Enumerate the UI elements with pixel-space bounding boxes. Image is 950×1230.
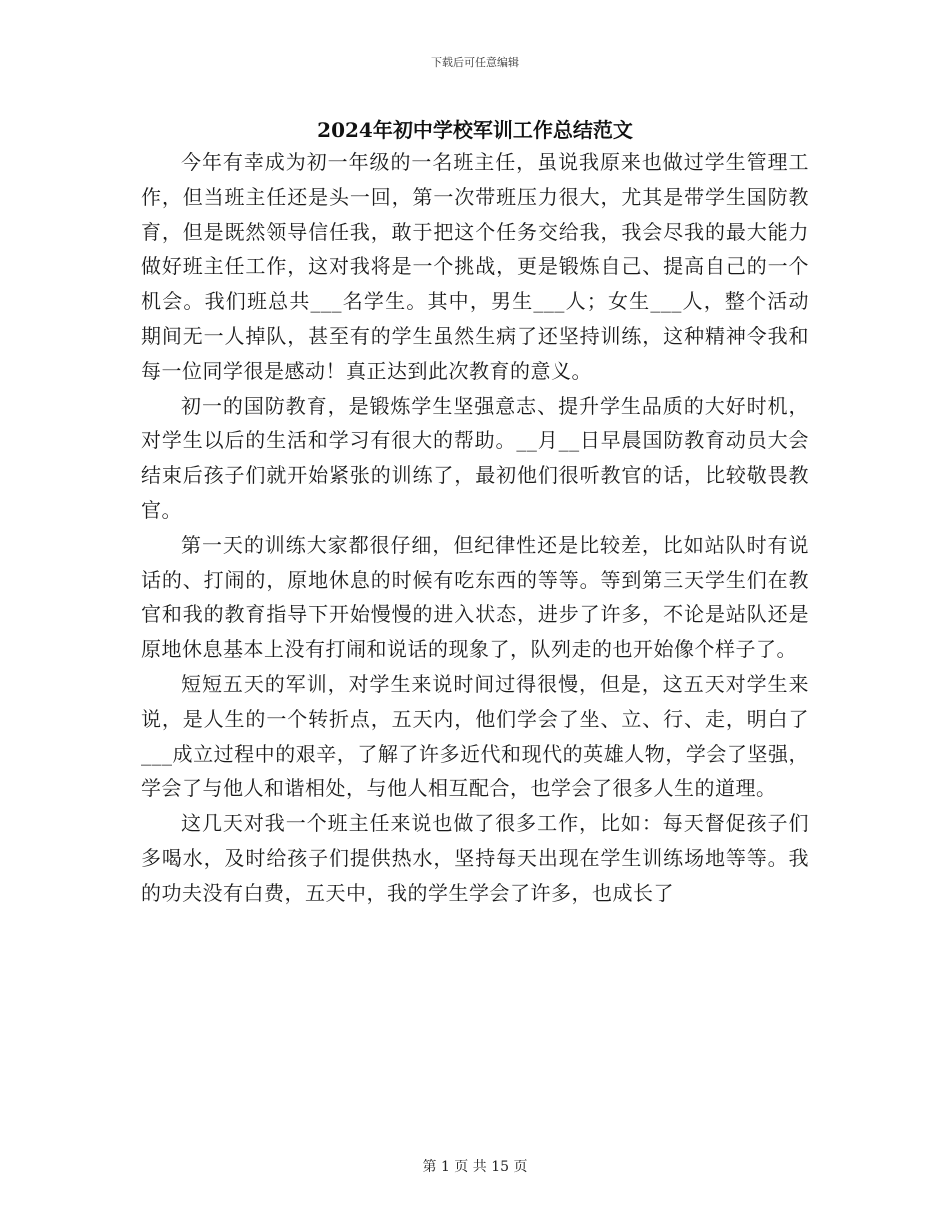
document-title: 2024年初中学校军训工作总结范文 bbox=[317, 118, 633, 142]
paragraph: 这几天对我一个班主任来说也做了很多工作，比如：每天督促孩子们多喝水，及时给孩子们提供热水，坚持每天出现在学生训练场地等等。我的功夫没有白费，五天中，我的学生学会了许多，也成长了 bbox=[141, 811, 809, 905]
paragraph: 初一的国防教育，是锻炼学生坚强意志、提升学生品质的大好时机，对学生以后的生活和学习有很大的帮助。__月__日早晨国防教育动员大会结束后孩子们就开始紧张的训练了，最初他们很听教官的话，比较敬畏教官。 bbox=[141, 393, 809, 522]
paragraph: 短短五天的军训，对学生来说时间过得很慢，但是，这五天对学生来说，是人生的一个转折点，五天内，他们学会了坐、立、行、走，明白了___成立过程中的艰辛，了解了许多近代和现代的英雄人物，学会了坚强，学会了与他人和谐相处，与他人相互配合，也学会了很多人生的道理。 bbox=[141, 671, 809, 801]
paragraph: 第一天的训练大家都很仔细，但纪律性还是比较差，比如站队时有说话的、打闹的，原地休息的时候有吃东西的等等。等到第三天学生们在教官和我的教育指导下开始慢慢的进入状态，进步了许多，不论是站队还是原地休息基本上没有打闹和说话的现象了，队列走的也开始像个样子了。 bbox=[141, 532, 809, 662]
page-header: 下载后可任意编辑 bbox=[431, 56, 519, 69]
paragraph: 今年有幸成为初一年级的一名班主任，虽说我原来也做过学生管理工作，但当班主任还是头一回，第一次带班压力很大，尤其是带学生国防教育，但是既然领导信任我，敢于把这个任务交给我，我会尽我的最大能力做好班主任工作，这对我将是一个挑战，更是锻炼自己、提高自己的一个机会。我们班总共___名学生。其中，男生___人；女生___人，整个活动期间无一人掉队，甚至有的学生虽然生病了还坚持训练，这种精神令我和每一位同学很是感动！真正达到此次教育的意义。 bbox=[141, 150, 809, 383]
document-body bbox=[141, 145, 809, 911]
page-footer: 第 1 页 共 15 页 bbox=[422, 1159, 528, 1175]
